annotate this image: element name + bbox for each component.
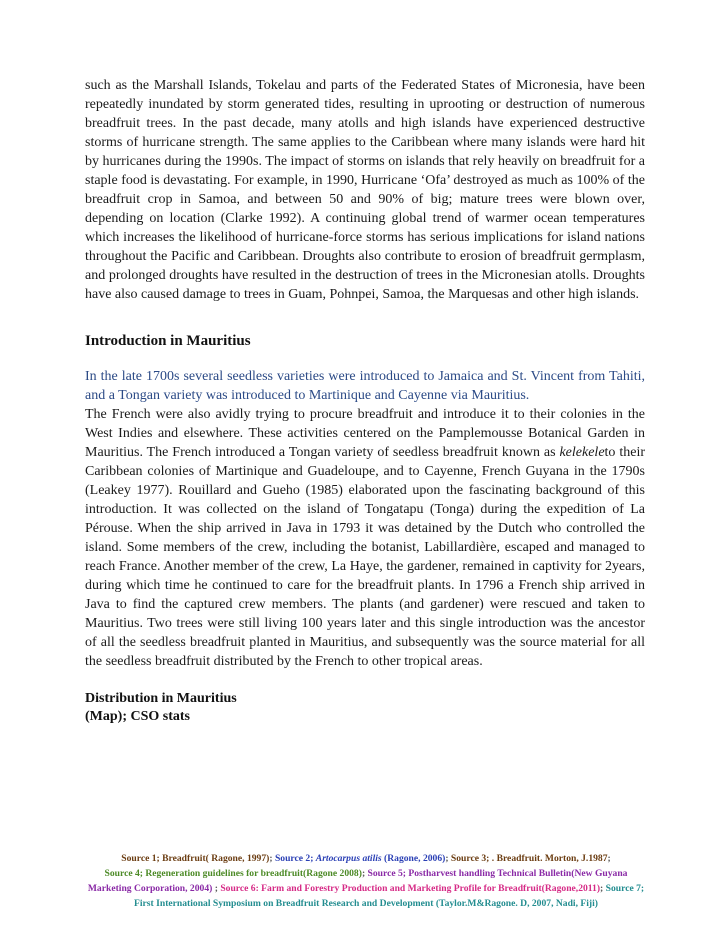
source-2: [275, 853, 445, 864]
french-history-text-b: to their Caribbean colonies of Martinique and Guadeloupe, and to Cayenne, French Guyana in the 1790s (Leakey 1977). Rouillard and Gueho (1985) elaborated upon the fascinating background of this introduction. It was collected on the island of Tongatapu (Tonga) during the expedition of La Pérouse. When the ship arrived in Java in 1793 it was detained by the Dutch who controlled the island. Some members of the crew, including the botanist, Labillardière, escaped and managed to reach France. Another member of the crew, La Haye, the gardener, remained in captivity for 2years, during which time he continued to care for the breadfruit plants. In 1796 a French ship arrived in Java to find the captured crew members. The plants (and gardener) were rescued and taken to Mauritius. Two trees were still living 100 years later and this single introduction was the ancestor of all the seedless breadfruit planted in Mauritius, and subsequently was the source material for all the seedless breadfruit distributed by the French to other tropical areas.: [85, 445, 646, 669]
body-paragraph-introduction: [85, 367, 645, 671]
variety-name: kelekele: [559, 445, 605, 460]
source-7: Source 7; First International Symposium on Breadfruit Research and Development (Taylor.M&Ragone. D, 2007, Nadi, Fiji): [134, 883, 645, 909]
separator: ;: [607, 853, 611, 864]
intro-sentence: In the late 1700s several seedless varieties were introduced to Jamaica and St. Vincent from Tahiti, and a Tongan variety was introduced to Martinique and Cayenne via Mauritius.: [85, 369, 645, 403]
separator: ;: [212, 883, 221, 894]
subheading-distribution: Distribution in Mauritius: [85, 691, 237, 706]
source-6: Source 6: Farm and Forestry Production and Marketing Profile for Breadfruit(Ragone,2011): [220, 883, 601, 894]
source-5: Source 5; Postharvest handling Technical Bulletin(New Guyana Marketing Corporation, 2004): [87, 868, 628, 894]
section-heading-introduction: Introduction in Mauritius: [85, 333, 251, 349]
body-paragraph-storms: such as the Marshall Islands, Tokelau and parts of the Federated States of Micronesia, have been repeatedly inundated by storm generated tides, resulting in uprooting or destruction of numerous breadfruit trees. In the past decade, many atolls and high islands have experienced destructive storms of hurricane strength. The same applies to the Caribbean where many islands were hard hit by hurricanes during the 1990s. The impact of storms on islands that rely heavily on breadfruit for a staple food is devastating. For example, in 1990, Hurricane ‘Ofa’ destroyed as much as 100% of the breadfruit crop in Samoa, and between 50 and 90% of big; mature trees were blown over, depending on location (Clarke 1992). A continuing global trend of warmer ocean temperatures which increases the likelihood of hurricane-force storms has serious implications for island nations throughout the Pacific and Caribbean. Droughts also contribute to erosion of breadfruit germplasm, and prolonged droughts have resulted in the destruction of trees in the Micronesian atolls. Droughts have also caused damage to trees in Guam, Pohnpei, Samoa, the Marquesas and other high islands.: [85, 78, 645, 302]
french-history-text-a: The French were also avidly trying to procure breadfruit and introduce it to their colonies in the West Indies and elsewhere. These activities centered on the Pamplemousse Botanical Garden in Mauritius. The French introduced a Tongan variety of seedless breadfruit known as: [85, 407, 645, 460]
sources-footer: [86, 851, 646, 911]
source-4: Source 4; Regeneration guidelines for breadfruit(Ragone 2008): [104, 868, 362, 879]
source-3: Source 3; . Breadfruit. Morton, J.1987: [450, 853, 608, 864]
document-page: [85, 76, 645, 726]
source-2-species: Artocarpus atilis: [315, 853, 382, 864]
separator: ;: [600, 883, 606, 894]
source-1: Source 1; Breadfruit( Ragone, 1997): [121, 853, 270, 864]
source-2-citation: (Ragone, 2006): [381, 853, 446, 864]
separator: ;: [445, 853, 451, 864]
subheading-map-stats: (Map); CSO stats: [85, 709, 190, 724]
source-2-label: Source 2;: [274, 853, 316, 864]
separator: ;: [361, 868, 368, 879]
separator: ;: [269, 853, 275, 864]
